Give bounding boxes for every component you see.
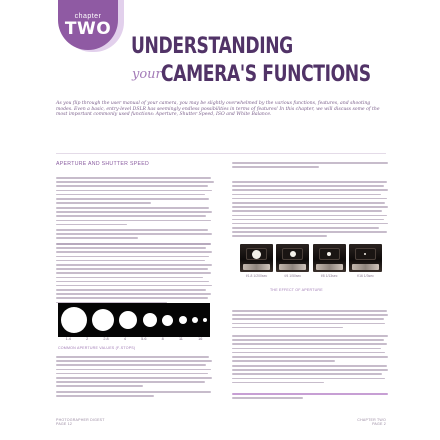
right-text-block-1 (232, 162, 390, 170)
aperture-circle (119, 311, 137, 329)
left-text-block-3 (56, 229, 214, 242)
aperture-effect-caption: THE EFFECT OF APERTURE (270, 288, 323, 292)
footer-publication: PHOTOGRAPHER DIGEST (56, 418, 105, 422)
left-text-block-6 (56, 391, 214, 399)
aperture-circle (162, 315, 173, 326)
aperture-value: 5.6 (141, 337, 147, 341)
title-line-2: CAMERA'S FUNCTIONS (161, 62, 371, 87)
section-divider (56, 153, 386, 154)
aperture-circle (143, 313, 157, 327)
page-footer (56, 418, 386, 430)
left-text-block-4 (56, 243, 214, 306)
aperture-value: 11 (178, 337, 183, 341)
aperture-circle (92, 309, 114, 331)
left-text-block-1 (56, 177, 214, 206)
lens-photo (276, 244, 309, 272)
left-text-block-5 (56, 356, 214, 390)
footer-page-left: PAGE 12 (56, 422, 73, 427)
section-heading: APERTURE AND SHUTTER SPEED (56, 161, 150, 167)
aperture-value: 2 (86, 337, 89, 341)
footer-right (357, 418, 386, 427)
lens-label: f/4 1/50sec (284, 274, 302, 278)
chapter-label: chapter (74, 13, 102, 20)
footer-chapter: CHAPTER TWO (357, 418, 386, 422)
footer-left (56, 418, 105, 427)
right-text-block-2 (232, 181, 390, 240)
lens-photo (349, 244, 382, 272)
footer-page-right: PAGE 2 (372, 422, 386, 427)
lens-photo (313, 244, 346, 272)
aperture-value: 2.8 (103, 337, 109, 341)
left-column (56, 161, 214, 173)
lens-label: f/8 1/13sec (320, 274, 338, 278)
chapter-number: TWO (64, 19, 112, 39)
aperture-value: 16 (198, 337, 203, 341)
aperture-value: 4 (123, 337, 126, 341)
aperture-value-labels (58, 337, 210, 343)
aperture-figure-caption: COMMON APERTURE VALUES (F-STOPS) (58, 346, 136, 350)
aperture-circle (203, 318, 207, 322)
aperture-value: 1.4 (65, 337, 71, 341)
lens-label: f/16 1/3sec (357, 274, 374, 278)
right-text-block-6 (232, 393, 390, 401)
aperture-effect-photos (240, 244, 382, 274)
lens-photo (240, 244, 273, 272)
right-text-block-5 (232, 365, 390, 386)
left-text-block-2 (56, 207, 214, 228)
lens-photo-labels (240, 274, 382, 278)
chapter-badge (58, 2, 124, 60)
title-line-1: UNDERSTANDING (131, 34, 293, 59)
title-your: your (132, 67, 162, 82)
aperture-circle (179, 316, 187, 324)
aperture-value: 8 (161, 337, 164, 341)
aperture-values-photo (58, 303, 210, 337)
right-text-block-3 (232, 310, 390, 331)
lens-label: f/1.8 1/200sec (245, 274, 268, 278)
aperture-circle (192, 317, 198, 323)
aperture-circle (61, 307, 87, 333)
right-text-block-4 (232, 335, 390, 364)
intro-text: As you flip through the user manual of your camera, you may be slightly overwhelmed by the various functions, features, and shooting modes. Even a basic, entry-level DSLR has seemingly endless possibilities in terms of features! In this chapter, we will discuss some of the most important commonly used functions: Aperture, Shutter Speed, ISO and White Balance. (56, 101, 380, 118)
intro-section (56, 101, 386, 118)
